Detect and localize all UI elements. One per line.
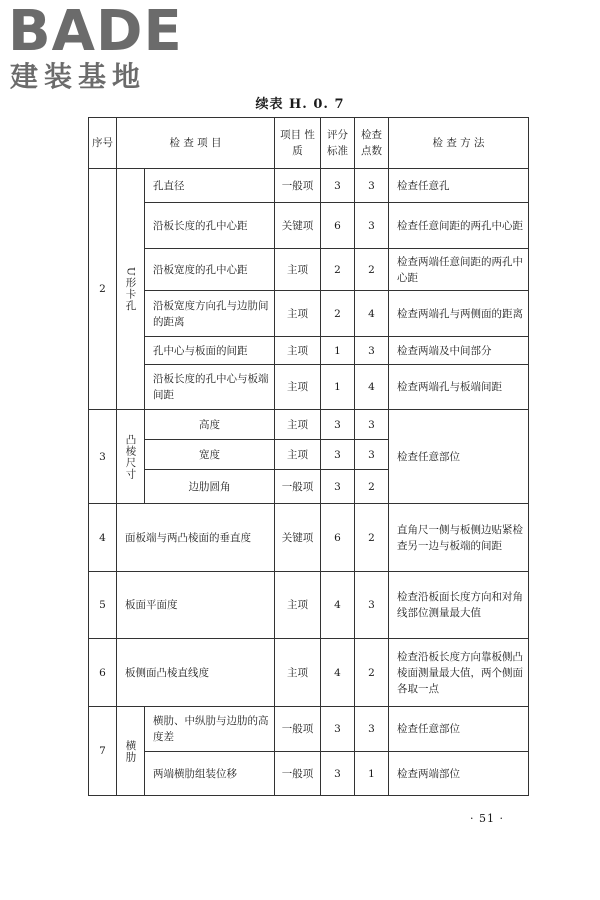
group-label: [117, 707, 145, 796]
method-cell: 检查沿板长度方向靠板侧凸棱面测量最大值，两个侧面各取一点: [389, 639, 529, 707]
item-cell: 面板端与两凸棱面的垂直度: [117, 504, 275, 572]
points-cell: 3: [355, 203, 389, 249]
nature-cell: 一般项: [275, 752, 321, 796]
item-cell: 板面平面度: [117, 572, 275, 639]
table-row: [89, 249, 529, 291]
points-cell: 3: [355, 410, 389, 440]
nature-cell: 主项: [275, 337, 321, 365]
method-cell: 检查任意孔: [389, 169, 529, 203]
logo-subtitle: 建装基地: [10, 60, 147, 93]
table-row: [89, 410, 529, 440]
nature-cell: 一般项: [275, 169, 321, 203]
points-cell: 4: [355, 291, 389, 337]
method-cell: 直角尺一侧与板侧边贴紧检查另一边与板端的间距: [389, 504, 529, 572]
item-cell: 宽度: [145, 440, 275, 470]
header-item: 检 查 项 目: [117, 118, 275, 169]
table-row: [89, 572, 529, 639]
score-cell: 3: [321, 410, 355, 440]
table-row: [89, 504, 529, 572]
method-cell: 检查任意间距的两孔中心距: [389, 203, 529, 249]
group-label-text: 凸棱尺寸: [124, 433, 137, 480]
score-cell: 4: [321, 572, 355, 639]
nature-cell: 一般项: [275, 470, 321, 504]
nature-cell: 主项: [275, 410, 321, 440]
nature-cell: 主项: [275, 365, 321, 410]
group-label: [117, 169, 145, 410]
score-cell: 3: [321, 752, 355, 796]
score-cell: 1: [321, 337, 355, 365]
table-row: [89, 203, 529, 249]
points-cell: 2: [355, 639, 389, 707]
points-cell: 2: [355, 470, 389, 504]
item-cell: 孔中心与板面的间距: [145, 337, 275, 365]
points-cell: 3: [355, 440, 389, 470]
group-label-text: 横肋: [124, 739, 137, 763]
group-seq: 3: [89, 410, 117, 504]
points-cell: 3: [355, 169, 389, 203]
item-cell: 沿板宽度的孔中心距: [145, 249, 275, 291]
nature-cell: 关键项: [275, 203, 321, 249]
group-label-text: U形卡孔: [124, 266, 137, 312]
method-cell: 检查任意部位: [389, 410, 529, 504]
table-row: [89, 169, 529, 203]
item-cell: 沿板宽度方向孔与边肋间的距离: [145, 291, 275, 337]
group-label: [117, 410, 145, 504]
seq-cell: 5: [89, 572, 117, 639]
logo: [8, 2, 208, 102]
item-cell: 沿板长度的孔中心距: [145, 203, 275, 249]
header-score: 评分 标准: [321, 118, 355, 169]
header-points: 检查 点数: [355, 118, 389, 169]
nature-cell: 主项: [275, 249, 321, 291]
method-cell: 检查两端部位: [389, 752, 529, 796]
score-cell: 3: [321, 470, 355, 504]
header-method: 检 查 方 法: [389, 118, 529, 169]
score-cell: 6: [321, 203, 355, 249]
points-cell: 2: [355, 504, 389, 572]
method-cell: 检查两端孔与两侧面的距离: [389, 291, 529, 337]
score-cell: 2: [321, 291, 355, 337]
inspection-table: [88, 117, 529, 796]
method-cell: 检查沿板面长度方向和对角线部位测量最大值: [389, 572, 529, 639]
method-cell: 检查任意部位: [389, 707, 529, 752]
score-cell: 3: [321, 440, 355, 470]
points-cell: 3: [355, 572, 389, 639]
item-cell: 高度: [145, 410, 275, 440]
table-caption: 续表 H. 0. 7: [255, 97, 345, 112]
page-number: · 51 ·: [470, 812, 504, 825]
score-cell: 6: [321, 504, 355, 572]
table-row: [89, 752, 529, 796]
table-row: [89, 365, 529, 410]
nature-cell: 一般项: [275, 707, 321, 752]
method-cell: 检查两端孔与板端间距: [389, 365, 529, 410]
header-nature: 项目 性质: [275, 118, 321, 169]
item-cell: 边肋圆角: [145, 470, 275, 504]
item-cell: 孔直径: [145, 169, 275, 203]
score-cell: 3: [321, 707, 355, 752]
table-row: [89, 291, 529, 337]
method-cell: 检查两端及中间部分: [389, 337, 529, 365]
table-row: [89, 337, 529, 365]
nature-cell: 主项: [275, 572, 321, 639]
points-cell: 4: [355, 365, 389, 410]
header-seq: 序号: [89, 118, 117, 169]
item-cell: 板侧面凸棱直线度: [117, 639, 275, 707]
score-cell: 1: [321, 365, 355, 410]
nature-cell: 关键项: [275, 504, 321, 572]
table-row: [89, 639, 529, 707]
item-cell: 横肋、中纵肋与边肋的高度差: [145, 707, 275, 752]
group-seq: 2: [89, 169, 117, 410]
points-cell: 2: [355, 249, 389, 291]
nature-cell: 主项: [275, 440, 321, 470]
table-row: [89, 707, 529, 752]
points-cell: 3: [355, 707, 389, 752]
seq-cell: 6: [89, 639, 117, 707]
nature-cell: 主项: [275, 639, 321, 707]
logo-wordmark: BADE: [8, 0, 183, 64]
group-seq: 7: [89, 707, 117, 796]
score-cell: 4: [321, 639, 355, 707]
nature-cell: 主项: [275, 291, 321, 337]
item-cell: 沿板长度的孔中心与板端间距: [145, 365, 275, 410]
score-cell: 2: [321, 249, 355, 291]
points-cell: 3: [355, 337, 389, 365]
points-cell: 1: [355, 752, 389, 796]
score-cell: 3: [321, 169, 355, 203]
method-cell: 检查两端任意间距的两孔中心距: [389, 249, 529, 291]
seq-cell: 4: [89, 504, 117, 572]
item-cell: 两端横肋组装位移: [145, 752, 275, 796]
table-header-row: [89, 118, 529, 169]
